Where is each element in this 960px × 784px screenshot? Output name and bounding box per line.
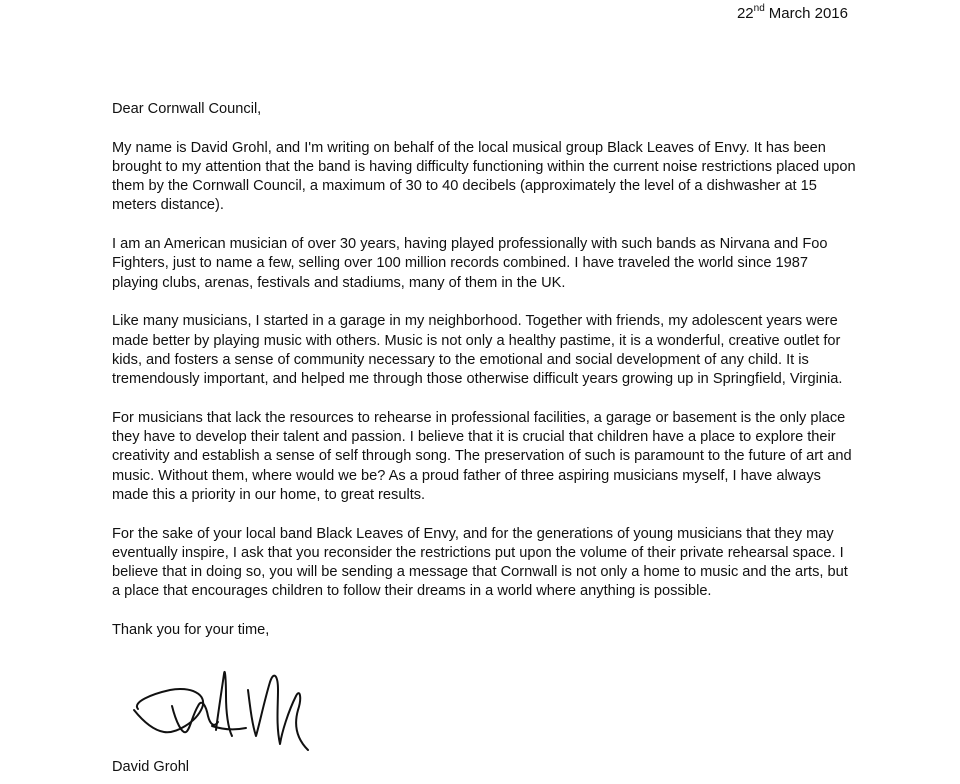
signature-stroke-g (248, 676, 308, 750)
date-ordinal: nd (753, 3, 765, 14)
signature-stroke-tall (216, 672, 232, 736)
paragraph-4: For musicians that lack the resources to rehearse in professional facilities, a garage or basement is the only place they have to develop their talent and passion. I believe that it is crucial that children have a place to explore their creativity and establish a sense of self through song. The preservation of such is paramount to the future of art and music. Without them, where would we be? As a proud father of three aspiring musicians myself, I have always made this a priority in our home, to great results. (112, 409, 852, 503)
salutation: Dear Cornwall Council, (112, 101, 262, 117)
letter-body (112, 100, 857, 660)
paragraph-2: I am an American musician of over 30 years, having played professionally with such bands as Nirvana and Foo Fighters, just to name a few, selling over 100 million records combined. I have traveled the world since 1987 playing clubs, arenas, festivals and stadiums, many of them in the UK. (112, 236, 828, 291)
paragraph-3: Like many musicians, I started in a garage in my neighborhood. Together with friends, my adolescent years were made better by playing music with others. Music is not only a healthy pastime, it is a wonderful, creative outlet for kids, and fosters a sense of community necessary to the emotional and social development of any child. It is tremendously important, and helped me through those otherwise difficult years growing up in Springfield, Virginia. (112, 313, 843, 388)
handwritten-signature (112, 636, 332, 756)
paragraph-5: For the sake of your local band Black Leaves of Envy, and for the generations of young musicians that they may eventually inspire, I ask that you reconsider the restrictions put upon the volume of their private rehearsal space. I believe that in doing so, you will be sending a message that Cornwall is not only a home to music and the arts, but a place that encourages children to follow their dreams in a world where anything is possible. (112, 525, 848, 600)
letter-date (737, 4, 848, 24)
signer-name: David Grohl (112, 759, 190, 775)
date-day: 22 (736, 5, 754, 22)
closing: Thank you for your time, (112, 622, 270, 639)
paragraph-1: My name is David Grohl, and I'm writing on behalf of the local musical group Black Leaves of Envy. It has been brought to my attention that the band is having difficulty functioning within the current noise restrictions placed upon them by the Cornwall Council, a maximum of 30 to 40 decibels (approximately the level of a dishwasher at 15 meters distance). (112, 139, 856, 214)
signature-stroke-d (134, 689, 203, 732)
date-month-year: March 2016 (768, 5, 848, 22)
